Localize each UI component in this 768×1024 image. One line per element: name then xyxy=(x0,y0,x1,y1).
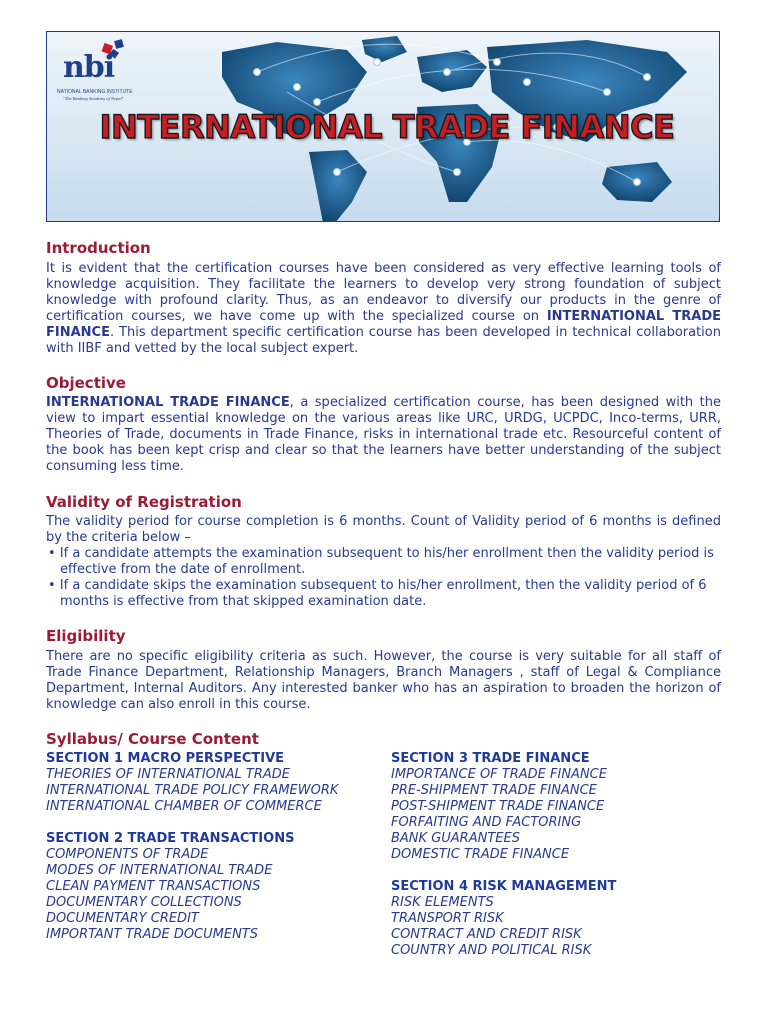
logo-text: nbi xyxy=(63,50,115,85)
list-item: TRANSPORT RISK xyxy=(391,911,504,926)
section-4-title: SECTION 4 RISK MANAGEMENT xyxy=(391,879,617,894)
eligibility-heading: Eligibility xyxy=(46,627,126,645)
validity-text: The validity period for course completion is 6 months. Count of Validity period of 6 months is defined by the criteria below – xyxy=(46,514,721,545)
list-item: COMPONENTS OF TRADE xyxy=(46,847,209,862)
objective-heading: Objective xyxy=(46,374,126,392)
validity-heading: Validity of Registration xyxy=(46,493,242,511)
header-banner xyxy=(46,31,720,222)
list-item: RISK ELEMENTS xyxy=(391,895,494,910)
syllabus-heading: Syllabus/ Course Content xyxy=(46,730,259,748)
list-item: POST-SHIPMENT TRADE FINANCE xyxy=(391,799,605,814)
list-item: IMPORTANT TRADE DOCUMENTS xyxy=(46,927,258,942)
list-item: CLEAN PAYMENT TRANSACTIONS xyxy=(46,879,261,894)
list-item: IMPORTANCE OF TRADE FINANCE xyxy=(391,767,607,782)
list-item: CONTRACT AND CREDIT RISK xyxy=(391,927,582,942)
section-3-title: SECTION 3 TRADE FINANCE xyxy=(391,751,590,766)
validity-criteria-list xyxy=(46,546,721,610)
list-item: • If a candidate attempts the examination subsequent to his/her enrollment then the validity period is effective from the date of enrollment. xyxy=(48,546,714,577)
list-item: INTERNATIONAL TRADE POLICY FRAMEWORK xyxy=(46,783,339,798)
section-1-title: SECTION 1 MACRO PERSPECTIVE xyxy=(46,751,285,766)
banner-title: INTERNATIONAL TRADE FINANCE xyxy=(99,108,675,146)
syllabus-right-column xyxy=(391,751,616,959)
list-item: DOCUMENTARY CREDIT xyxy=(46,911,199,926)
course-name-bold: INTERNATIONAL TRADE FINANCE xyxy=(46,395,290,410)
list-item: FORFAITING AND FACTORING xyxy=(391,815,582,830)
list-item: COUNTRY AND POLITICAL RISK xyxy=(391,943,592,958)
course-name-bold: INTERNATIONAL TRADE FINANCE xyxy=(46,309,721,340)
list-item: DOMESTIC TRADE FINANCE xyxy=(391,847,570,862)
list-item: MODES OF INTERNATIONAL TRADE xyxy=(46,863,273,878)
introduction-text: It is evident that the certification courses have been considered as very effective learning tools of knowledge acquisition. They facilitate the learners to develop very strong foundation of subject knowledge with profound clarity. Thus, as an endeavor to diversify our products in the genre of certification courses, we have come up with the specialized course on INTERNATIONAL TRADE FINANCE. This department specific certification course has been developed in technical collaboration with IIBF and vetted by the local subject expert. xyxy=(46,261,721,356)
syllabus-left-column xyxy=(46,751,338,943)
section-2-title: SECTION 2 TRADE TRANSACTIONS xyxy=(46,831,295,846)
list-item: PRE-SHIPMENT TRADE FINANCE xyxy=(391,783,597,798)
introduction-heading: Introduction xyxy=(46,239,151,257)
logo-institute-name: NATIONAL BANKING INSTITUTE xyxy=(57,89,133,95)
list-item: BANK GUARANTEES xyxy=(391,831,520,846)
eligibility-text: There are no specific eligibility criteria as such. However, the course is very suitable for all staff of Trade Finance Department, Relationship Managers, Branch Managers , staff of Legal & Compliance Department, Internal Auditors. Any interested banker who has an aspiration to broaden the horizon of knowledge can also enroll in this course. xyxy=(46,649,721,712)
objective-text: INTERNATIONAL TRADE FINANCE, a specialized certification course, has been designed with the view to impart essential knowledge on the various areas like URC, URDG, UCPDC, Inco-terms, URR, Theories of Trade, documents in Trade Finance, risks in international trade etc. Resourceful content of the book has been kept crisp and clear so that the learners have better understanding of the subject consuming less time. xyxy=(46,395,721,474)
list-item: • If a candidate skips the examination subsequent to his/her enrollment, then the validity period of 6 months is effective from that skipped examination date. xyxy=(48,578,707,609)
list-item: DOCUMENTARY COLLECTIONS xyxy=(46,895,242,910)
list-item: INTERNATIONAL CHAMBER OF COMMERCE xyxy=(46,799,322,814)
list-item: THEORIES OF INTERNATIONAL TRADE xyxy=(46,767,290,782)
nbi-logo xyxy=(57,38,149,104)
logo-tagline: "The Banking Academy of Nepal" xyxy=(63,96,124,101)
